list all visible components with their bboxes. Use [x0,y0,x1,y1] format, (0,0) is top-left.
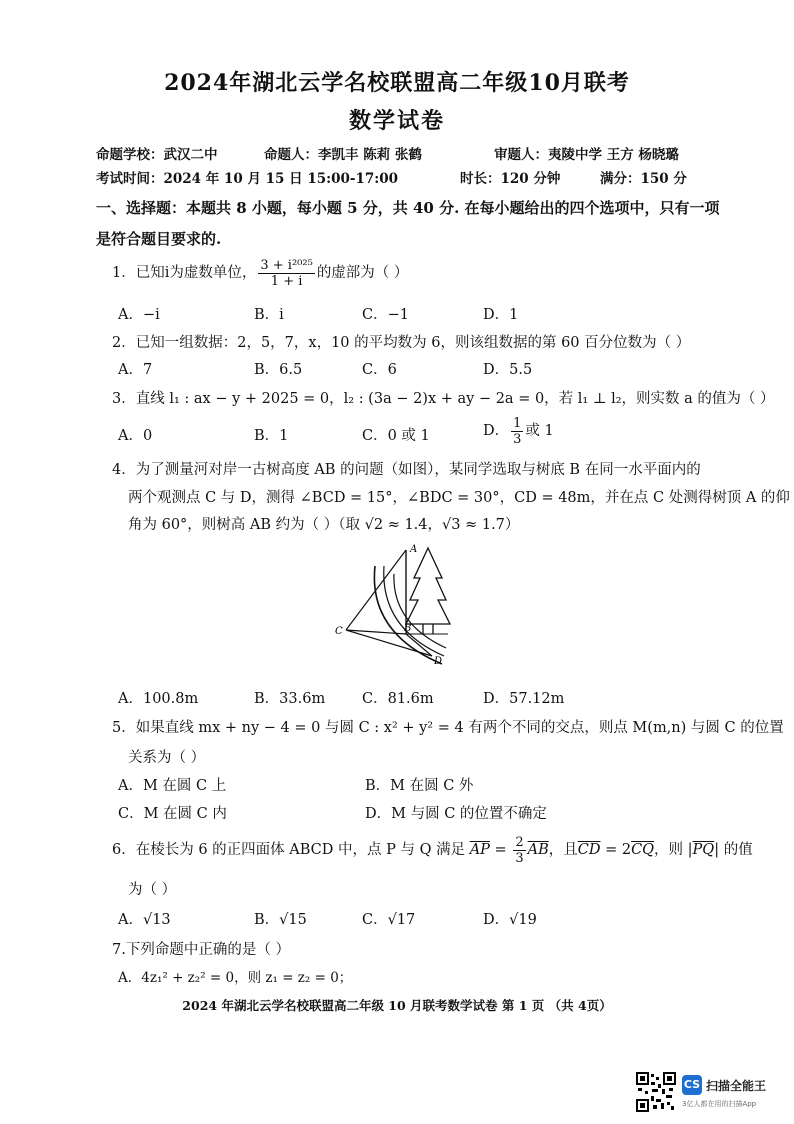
vector-cq: $\overline{CQ}$ [631,842,655,858]
q3-option-a: A．0 [118,428,153,444]
q6-fraction [513,835,525,866]
question-5-line2: 关系为（ ） [128,750,206,766]
section-instruction-line2: 是符合题目要求的. [96,230,222,248]
camscanner-tagline: 3亿人都在用的扫描App [682,1100,757,1108]
q5-option-a: A．M 在圆 C 上 [118,778,227,794]
duration-label: 时长：120 分钟 [460,171,561,187]
q3-option-d-label: D． [483,423,510,439]
label-a: A [410,544,418,555]
q6-option-b: B．√15 [254,912,307,928]
vector-ap: $\overline{AP}$ [469,842,490,858]
river-bank-far [394,574,446,648]
tree-foliage [406,548,450,624]
school-label: 命题学校：武汉二中 [96,147,218,163]
question-6-line2: 为（ ） [128,882,177,898]
q2-option-d: D．5.5 [483,362,533,378]
authors-label: 命题人：李凯丰 陈莉 张鹤 [264,147,422,163]
q4-option-d: D．57.12m [483,691,565,707]
q6-eq2: = 2 [600,842,632,858]
q3-d-fraction-denominator: 3 [513,431,522,447]
q4-option-c: C．81.6m [362,691,434,707]
q2-option-b: B．6.5 [254,362,303,378]
label-c: C [335,626,343,637]
label-d: D [434,656,443,667]
q6-fraction-denominator: 3 [515,850,524,866]
vector-pq: $\overline{PQ}$ [692,842,715,858]
q1-option-b: B．i [254,307,284,323]
question-6-line1 [112,833,753,867]
q4-option-a: A．100.8m [118,691,199,707]
q3-option-d-suffix: 或 1 [525,423,554,439]
label-b: B [404,623,412,634]
qr-code-icon [636,1072,676,1112]
q3-d-fraction-numerator: 1 [513,415,522,431]
question-2: 2．已知一组数据：2，5，7，x，10 的平均数为 6，则该组数据的第 60 百分位数为（ ） [112,335,691,351]
question-4-line1: 4．为了测量河对岸一古树高度 AB 的问题（如图），某同学选取与树底 B 在同一水平面内的 [112,462,701,478]
q3-option-c: C．0 或 1 [362,428,430,444]
q5-option-b: B．M 在圆 C 外 [365,778,474,794]
q5-option-d: D．M 与圆 C 的位置不确定 [365,806,547,822]
q6-option-d: D．√19 [483,912,537,928]
q3-option-b: B．1 [254,428,289,444]
section-instruction-line1: 一、选择题：本题共 8 小题，每小题 5 分，共 40 分. 在每小题给出的四个选项中，只有一项 [96,199,720,217]
q3-option-d-fraction [511,416,523,447]
q6-part2: ，且 [548,842,578,858]
q1-fraction-numerator: 3 + i²⁰²⁵ [260,257,313,273]
q5-option-c: C．M 在圆 C 内 [118,806,227,822]
q1-prefix: 1．已知i为虚数单位， [112,265,257,281]
q6-part1: 6．在棱长为 6 的正四面体 ABCD 中，点 P 与 Q 满足 [112,842,466,858]
q1-option-c: C．−1 [362,307,409,323]
line-ca [346,550,406,630]
question-7: 7.下列命题中正确的是（ ） [112,942,290,958]
exam-subtitle: 数学试卷 [348,108,445,134]
camscanner-name: 扫描全能王 [706,1079,767,1093]
vector-cd: $\overline{CD}$ [577,842,601,858]
exam-time-label: 考试时间：2024 年 10 月 15 日 15:00-17:00 [96,171,399,187]
question-4-line2: 两个观测点 C 与 D，测得 ∠BCD = 15°，∠BDC = 30°，CD = 48m，并在点 C 处测得树顶 A 的仰 [128,490,790,506]
tree-river-figure [320,538,470,668]
q1-option-a: A．−i [118,307,160,323]
q6-fraction-numerator: 2 [515,834,524,850]
q1-option-d: D．1 [483,307,519,323]
q2-option-c: C．6 [362,362,397,378]
exam-title: 2024年湖北云学名校联盟高二年级10月联考 [164,70,630,96]
question-4-line3: 角为 60°，则树高 AB 约为（ ）（取 √2 ≈ 1.4，√3 ≈ 1.7） [128,517,520,533]
page-footer: 2024 年湖北云学名校联盟高二年级 10 月联考数学试卷 第 1 页 （共 4页） [182,998,612,1013]
question-1 [112,256,408,290]
q4-option-b: B．33.6m [254,691,326,707]
q1-fraction [258,258,314,289]
question-3: 3．直线 l₁ : ax − y + 2025 = 0，l₂ : (3a − 2)x + ay − 2a = 0，若 l₁ ⊥ l₂，则实数 a 的值为（ ） [112,391,775,407]
q1-fraction-denominator: 1 + i [270,273,303,289]
q2-option-a: A．7 [118,362,153,378]
q3-option-d [483,414,554,448]
q6-part4: | 的值 [714,842,753,858]
q6-option-a: A．√13 [118,912,171,928]
q6-eq: = [489,842,512,858]
q6-option-c: C．√17 [362,912,416,928]
q1-suffix: 的虚部为（ ） [316,265,409,281]
q7-option-a: A．4z₁² + z₂² = 0，则 z₁ = z₂ = 0； [118,970,353,986]
camscanner-logo: CS [682,1075,702,1095]
score-label: 满分：150 分 [600,171,687,187]
vector-ab: $\overline{AB}$ [527,842,549,858]
line-cb [346,630,406,634]
reviewers-label: 审题人：夷陵中学 王方 杨晓璐 [494,147,679,163]
q6-part3: ，则 | [654,842,693,858]
question-5-line1: 5．如果直线 mx + ny − 4 = 0 与圆 C : x² + y² = 4 有两个不同的交点，则点 M(m,n) 与圆 C 的位置 [112,720,784,736]
